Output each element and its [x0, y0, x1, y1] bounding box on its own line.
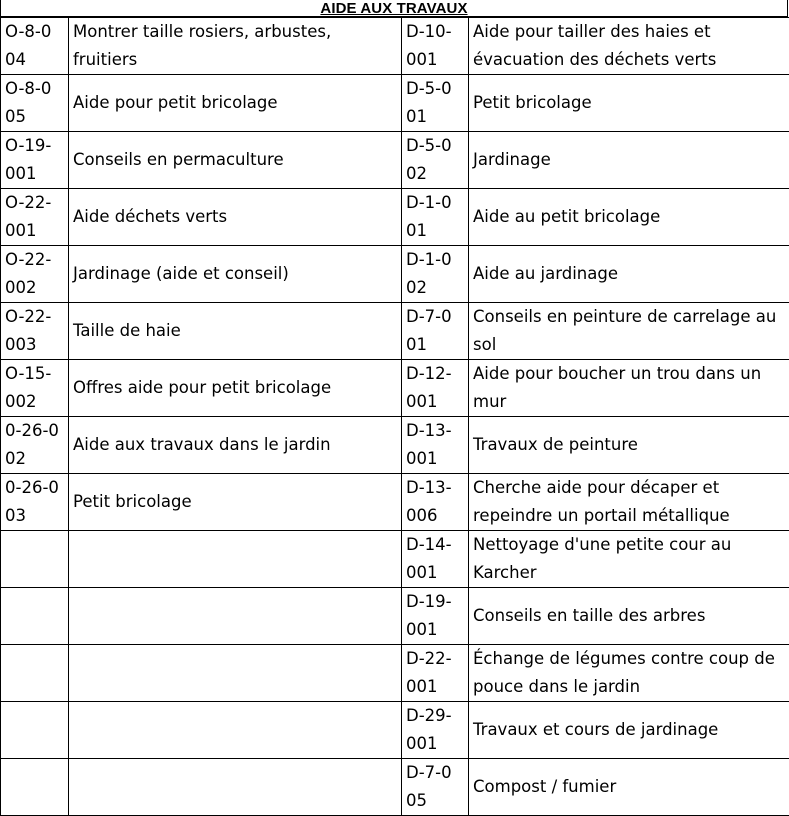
request-code-cell[interactable] — [402, 702, 469, 759]
request-description-cell-text: Aide au petit bricolage — [473, 203, 785, 231]
table-row — [1, 531, 789, 588]
table-row — [1, 246, 789, 303]
request-code-cell[interactable] — [402, 531, 469, 588]
offer-code-cell[interactable] — [1, 303, 69, 360]
request-code-cell[interactable] — [402, 645, 469, 702]
offer-description-cell-text: Offres aide pour petit bricolage — [73, 374, 397, 402]
request-description-cell[interactable] — [469, 246, 789, 303]
table-row — [1, 645, 789, 702]
offer-description-cell[interactable] — [69, 759, 402, 816]
offer-code-cell-text: O-19-001 — [5, 132, 60, 188]
offer-code-cell-text: O-22-002 — [5, 246, 60, 302]
offer-description-cell[interactable] — [69, 474, 402, 531]
request-code-cell-text: D-5-001 — [406, 75, 461, 131]
offer-code-cell[interactable] — [1, 588, 69, 645]
offer-description-cell[interactable] — [69, 132, 402, 189]
request-description-cell-text: Travaux de peinture — [473, 431, 785, 459]
table-row — [1, 18, 789, 75]
request-description-cell-text: Aide pour boucher un trou dans un mur — [473, 360, 785, 416]
table-row — [1, 759, 789, 816]
request-code-cell-text: D-5-002 — [406, 132, 461, 188]
offer-code-cell[interactable] — [1, 246, 69, 303]
table-row — [1, 417, 789, 474]
offer-description-cell[interactable] — [69, 417, 402, 474]
request-description-cell[interactable] — [469, 18, 789, 75]
offers-requests-table — [0, 17, 789, 816]
offer-description-cell[interactable] — [69, 75, 402, 132]
offer-description-cell[interactable] — [69, 18, 402, 75]
table-row — [1, 474, 789, 531]
request-description-cell[interactable] — [469, 759, 789, 816]
request-description-cell[interactable] — [469, 360, 789, 417]
offer-description-cell-text: Aide déchets verts — [73, 203, 397, 231]
request-code-cell-text: D-10-001 — [406, 18, 461, 74]
table-row — [1, 75, 789, 132]
request-code-cell-text: D-7-005 — [406, 759, 461, 815]
offer-description-cell-text: Petit bricolage — [73, 488, 397, 516]
request-code-cell-text: D-22-001 — [406, 645, 461, 701]
table-row — [1, 588, 789, 645]
offer-code-cell-text: O-22-003 — [5, 303, 60, 359]
offer-description-cell-text: Montrer taille rosiers, arbustes, fruitiers — [73, 18, 397, 74]
table-row — [1, 360, 789, 417]
table-body — [1, 18, 789, 816]
request-code-cell[interactable] — [402, 474, 469, 531]
offer-code-cell[interactable] — [1, 702, 69, 759]
request-description-cell[interactable] — [469, 531, 789, 588]
request-code-cell[interactable] — [402, 75, 469, 132]
offer-code-cell[interactable] — [1, 474, 69, 531]
offer-code-cell[interactable] — [1, 75, 69, 132]
offer-description-cell[interactable] — [69, 645, 402, 702]
request-description-cell[interactable] — [469, 417, 789, 474]
offer-description-cell[interactable] — [69, 189, 402, 246]
offer-description-cell-text: Aide aux travaux dans le jardin — [73, 431, 397, 459]
offer-description-cell[interactable] — [69, 360, 402, 417]
offer-code-cell-text: O-15-002 — [5, 360, 60, 416]
request-description-cell[interactable] — [469, 645, 789, 702]
request-code-cell[interactable] — [402, 360, 469, 417]
request-description-cell[interactable] — [469, 132, 789, 189]
request-description-cell[interactable] — [469, 75, 789, 132]
offer-code-cell[interactable] — [1, 189, 69, 246]
offer-code-cell-text: O-8-004 — [5, 18, 60, 74]
request-code-cell-text: D-29-001 — [406, 702, 461, 758]
offer-code-cell-text: O-8-005 — [5, 75, 60, 131]
request-code-cell[interactable] — [402, 588, 469, 645]
table-row — [1, 303, 789, 360]
request-description-cell[interactable] — [469, 702, 789, 759]
offer-description-cell[interactable] — [69, 246, 402, 303]
request-code-cell-text: D-7-001 — [406, 303, 461, 359]
offer-description-cell[interactable] — [69, 303, 402, 360]
offer-code-cell[interactable] — [1, 531, 69, 588]
request-code-cell[interactable] — [402, 18, 469, 75]
offer-description-cell[interactable] — [69, 588, 402, 645]
request-description-cell-text: Petit bricolage — [473, 89, 785, 117]
request-description-cell-text: Conseils en peinture de carrelage au sol — [473, 303, 785, 359]
request-code-cell-text: D-14-001 — [406, 531, 461, 587]
offer-code-cell[interactable] — [1, 132, 69, 189]
request-description-cell[interactable] — [469, 303, 789, 360]
offer-code-cell[interactable] — [1, 360, 69, 417]
request-description-cell-text: Nettoyage d'une petite cour au Karcher — [473, 531, 785, 587]
request-description-cell-text: Conseils en taille des arbres — [473, 602, 785, 630]
request-code-cell-text: D-1-002 — [406, 246, 461, 302]
request-code-cell-text: D-1-001 — [406, 189, 461, 245]
request-code-cell-text: D-13-006 — [406, 474, 461, 530]
request-description-cell-text: Échange de légumes contre coup de pouce dans le jardin — [473, 645, 785, 701]
request-code-cell-text: D-19-001 — [406, 588, 461, 644]
request-code-cell-text: D-12-001 — [406, 360, 461, 416]
request-description-cell[interactable] — [469, 189, 789, 246]
sheet-title: AIDE AUX TRAVAUX — [320, 0, 467, 17]
table-row — [1, 702, 789, 759]
offer-code-cell[interactable] — [1, 759, 69, 816]
offer-code-cell-text: 0-26-003 — [5, 474, 60, 530]
request-description-cell[interactable] — [469, 474, 789, 531]
request-description-cell-text: Jardinage — [473, 146, 785, 174]
offer-code-cell-text: O-22-001 — [5, 189, 60, 245]
request-description-cell-text: Compost / fumier — [473, 773, 785, 801]
request-description-cell-text: Cherche aide pour décaper et repeindre un portail métallique — [473, 474, 785, 530]
request-code-cell[interactable] — [402, 417, 469, 474]
request-code-cell[interactable] — [402, 189, 469, 246]
offer-description-cell-text: Taille de haie — [73, 317, 397, 345]
offer-code-cell[interactable] — [1, 417, 69, 474]
offer-description-cell-text: Aide pour petit bricolage — [73, 89, 397, 117]
request-code-cell[interactable] — [402, 303, 469, 360]
offer-code-cell-text: 0-26-002 — [5, 417, 60, 473]
title-cell[interactable] — [0, 0, 788, 17]
request-description-cell-text: Aide pour tailler des haies et évacuation des déchets verts — [473, 18, 785, 74]
offer-description-cell[interactable] — [69, 702, 402, 759]
offer-description-cell-text: Jardinage (aide et conseil) — [73, 260, 397, 288]
request-description-cell[interactable] — [469, 588, 789, 645]
request-description-cell-text: Travaux et cours de jardinage — [473, 716, 785, 744]
table-row — [1, 189, 789, 246]
offer-description-cell[interactable] — [69, 531, 402, 588]
request-code-cell-text: D-13-001 — [406, 417, 461, 473]
request-code-cell[interactable] — [402, 132, 469, 189]
table-row — [1, 132, 789, 189]
request-code-cell[interactable] — [402, 246, 469, 303]
request-code-cell[interactable] — [402, 759, 469, 816]
request-description-cell-text: Aide au jardinage — [473, 260, 785, 288]
offer-code-cell[interactable] — [1, 18, 69, 75]
offer-code-cell[interactable] — [1, 645, 69, 702]
offer-description-cell-text: Conseils en permaculture — [73, 146, 397, 174]
